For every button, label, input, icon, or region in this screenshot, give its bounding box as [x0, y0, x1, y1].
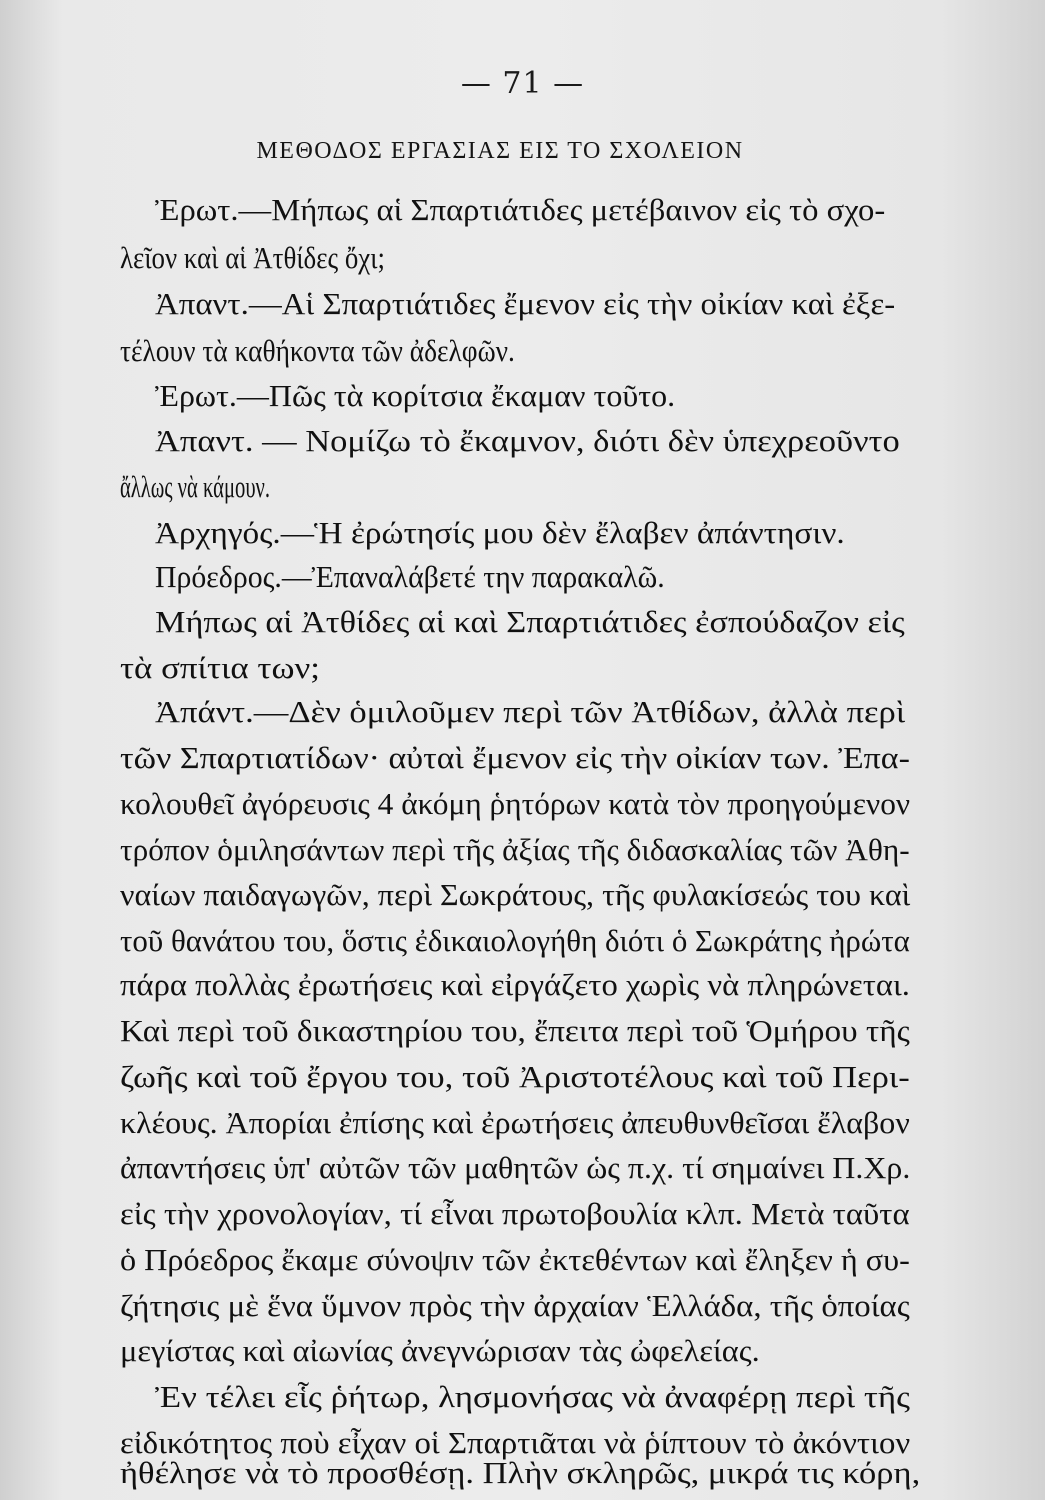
text-line: Ἀπαντ.—Αἱ Σπαρτιάτιδες ἔμενον εἰς τὴν οἰκίαν καὶ ἐξε-: [155, 286, 896, 321]
text-line: ναίων παιδαγωγῶν, περὶ Σωκράτους, τῆς φυλακίσεώς του καὶ: [120, 877, 911, 912]
text-line: πάρα πολλὰς ἐρωτήσεις καὶ εἰργάζετο χωρὶς νὰ πληρώνεται.: [120, 967, 910, 1002]
text-line: τοῦ θανάτου του, ὅστις ἐδικαιολογήθη διότι ὁ Σωκράτης ἠρώτα: [120, 923, 910, 958]
text-line: τέλουν τὰ καθήκοντα τῶν ἀδελφῶν.: [120, 333, 515, 368]
text-line: λεῖον καὶ αἱ Ἀτθίδες ὄχι;: [120, 240, 385, 275]
text-line: μεγίστας καὶ αἰωνίας ἀνεγνώρισαν τὰς ὠφελείας.: [120, 1333, 760, 1368]
text-line: Μήπως αἱ Ἀτθίδες αἱ καὶ Σπαρτιάτιδες ἐσπούδαζον εἰς: [155, 604, 905, 639]
text-line: τρόπον ὁμιλησάντων περὶ τῆς ἀξίας τῆς διδασκαλίας τῶν Ἀθη-: [120, 832, 910, 867]
text-line: Καὶ περὶ τοῦ δικαστηρίου του, ἔπειτα περὶ τοῦ Ὁμήρου τῆς: [120, 1013, 910, 1048]
text-line: εἰδικότητος ποὺ εἶχαν οἱ Σπαρτιᾶται νὰ ῥίπτουν τὸ ἀκόντιον: [120, 1425, 911, 1460]
text-line: εἰς τὴν χρονολογίαν, τί εἶναι πρωτοβουλία κλπ. Μετὰ ταῦτα: [120, 1196, 910, 1231]
text-line: τῶν Σπαρτιατίδων· αὐταὶ ἔμενον εἰς τὴν οἰκίαν των. Ἐπα-: [120, 740, 910, 775]
text-line: ἄλλως νὰ κάμουν.: [120, 469, 271, 504]
text-line: κλέους. Ἀπορίαι ἐπίσης καὶ ἐρωτήσεις ἀπευθυνθεῖσαι ἔλαβον: [120, 1105, 910, 1140]
text-line: ἀπαντήσεις ὑπ' αὐτῶν τῶν μαθητῶν ὡς π.χ. τί σημαίνει Π.Χρ.: [120, 1150, 911, 1185]
text-line: Ἀρχηγός.—Ἡ ἐρώτησίς μου δὲν ἔλαβεν ἀπάντησιν.: [155, 515, 845, 550]
text-line: Πρόεδρος.—Ἐπαναλάβετέ την παρακαλῶ.: [155, 559, 665, 594]
text-line: Ἀπάντ.—Δὲν ὁμιλοῦμεν περὶ τῶν Ἀτθίδων, ἀλλὰ περὶ: [155, 694, 906, 729]
page-number: — 71 —: [460, 66, 585, 101]
text-line: ζωῆς καὶ τοῦ ἔργου του, τοῦ Ἀριστοτέλους καὶ τοῦ Περι-: [120, 1059, 910, 1094]
text-line: Ἐν τέλει εἷς ῥήτωρ, λησμονήσας νὰ ἀναφέρῃ περὶ τῆς: [155, 1379, 910, 1414]
text-line: ἠθέλησε νὰ τὸ προσθέσῃ. Πλὴν σκληρῶς, μικρά τις κόρη,: [120, 1455, 921, 1490]
text-line: ζήτησις μὲ ἕνα ὕμνον πρὸς τὴν ἀρχαίαν Ἑλλάδα, τῆς ὁποίας: [120, 1288, 910, 1323]
text-line: Ἐρωτ.—Πῶς τὰ κορίτσια ἔκαμαν τοῦτο.: [155, 378, 676, 413]
text-line: ὁ Πρόεδρος ἔκαμε σύνοψιν τῶν ἐκτεθέντων καὶ ἔληξεν ἡ συ-: [120, 1242, 910, 1277]
text-line: Ἐρωτ.—Μήπως αἱ Σπαρτιάτιδες μετέβαινον εἰς τὸ σχο-: [155, 192, 886, 227]
running-heading: ΜΕΘΟΔΟΣ ΕΡΓΑΣΙΑΣ ΕΙΣ ΤΟ ΣΧΟΛΕΙΟΝ: [256, 138, 744, 164]
text-line: Ἀπαντ. — Νομίζω τὸ ἔκαμνον, διότι δὲν ὑπεχρεοῦντο: [155, 423, 900, 458]
text-line: τὰ σπίτια των;: [120, 650, 320, 685]
text-line: κολουθεῖ ἀγόρευσις 4 ἀκόμη ῥητόρων κατὰ τὸν προηγούμενον: [120, 786, 911, 821]
